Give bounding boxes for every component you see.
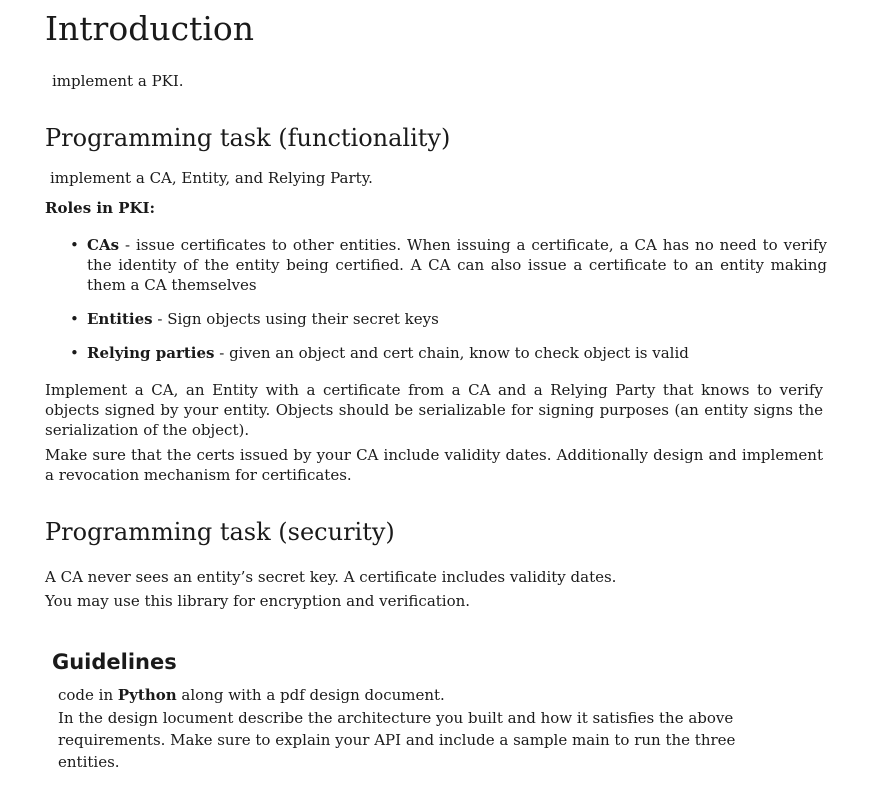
guidelines-suffix: along with a pdf design document.	[176, 686, 445, 704]
revocation-paragraph: Make sure that the certs issued by your CA include validity dates. Additionally design and implement a revocation mechanism for certificates.	[45, 446, 823, 484]
guidelines-title: Guidelines	[52, 650, 177, 674]
guidelines-python: Python	[117, 686, 177, 704]
functionality-text: implement a CA, Entity, and Relying Party.	[50, 169, 373, 187]
guidelines-line-1	[58, 685, 445, 705]
list-item	[62, 343, 827, 363]
roles-list	[62, 235, 827, 363]
role-desc: - Sign objects using their secret keys	[152, 310, 439, 328]
security-line-2: You may use this library for encryption and verification.	[45, 592, 471, 610]
list-item	[62, 235, 827, 295]
role-desc: - given an object and cert chain, know to check object is valid	[214, 344, 689, 362]
role-term: Entities	[87, 310, 153, 328]
bullet-icon: •	[70, 236, 79, 254]
security-title: Programming task (security)	[45, 518, 395, 546]
intro-title: Introduction	[45, 9, 254, 48]
bullet-icon: •	[70, 310, 79, 328]
intro-text: implement a PKI.	[52, 72, 184, 90]
roles-heading: Roles in PKI:	[45, 199, 156, 217]
bullet-icon: •	[70, 344, 79, 362]
functionality-title: Programming task (functionality)	[45, 124, 451, 152]
guidelines-prefix: code in	[58, 686, 118, 704]
role-term: Relying parties	[87, 344, 215, 362]
role-term: CAs	[87, 236, 120, 254]
list-item	[62, 309, 827, 329]
role-desc: - issue certificates to other entities. When issuing a certificate, a CA has no need to verify the identity of the entity being certified. A CA can also issue a certificate to an entity making them a CA themselves	[87, 236, 827, 294]
guidelines-paragraph: In the design locument describe the architecture you built and how it satisfies the above requirements. Make sure to explain your API and include a sample main to run the three entities.	[58, 709, 736, 771]
security-line-1: A CA never sees an entity’s secret key. A certificate includes validity dates.	[45, 568, 617, 586]
implementation-paragraph: Implement a CA, an Entity with a certificate from a CA and a Relying Party that knows to verify objects signed by your entity. Objects should be serializable for signing purposes (an entity signs the serialization of the object).	[45, 381, 823, 439]
